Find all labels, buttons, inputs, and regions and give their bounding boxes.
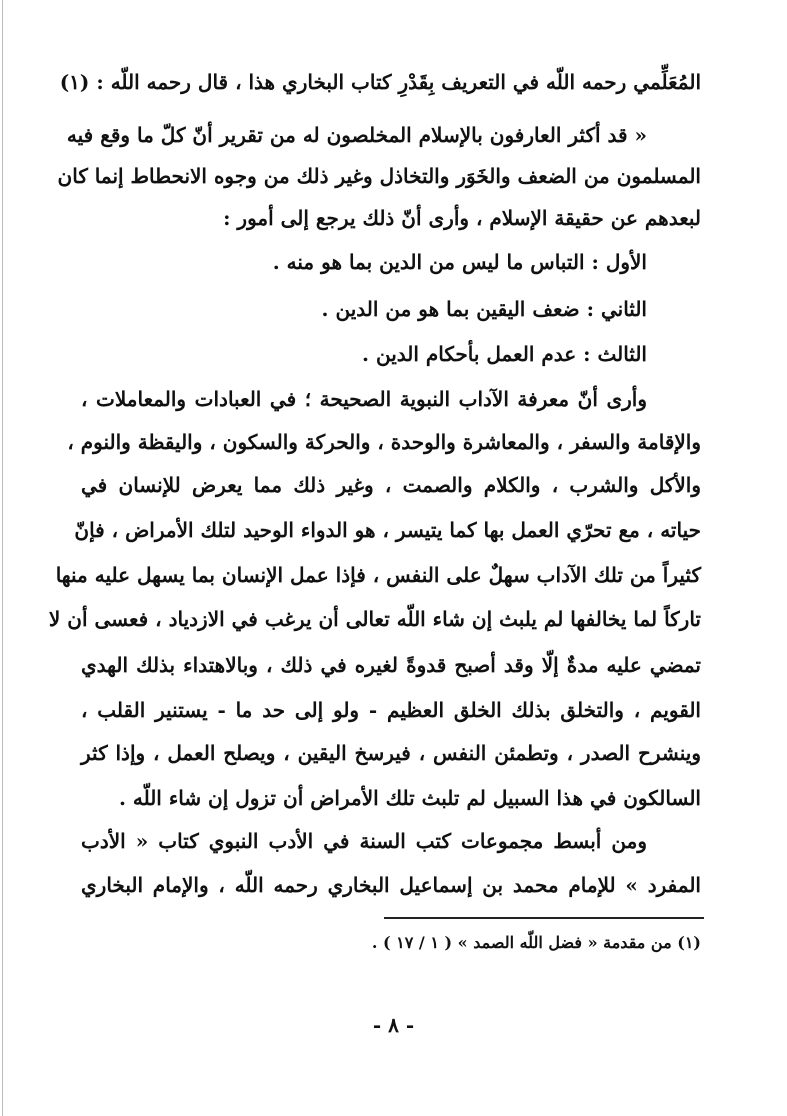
text-line-1: المُعَلِّمي رحمه اللّه في التعريف بِقَدْرِ كتاب البخاري هذا ، قال رحمه اللّه : (١) xyxy=(59,70,701,94)
text-line-10: والأكل والشرب ، والكلام والصمت ، وغير ذلك مما يعرض للإنسان في xyxy=(81,473,701,497)
text-line-14: تمضي عليه مدةٌ إلّا وقد أصبح قدوةً لغيره في ذلك ، وبالاهتداء بذلك الهدي xyxy=(81,653,701,677)
footnote-separator xyxy=(384,917,704,919)
text-line-12: كثيراً من تلك الآداب سهلٌ على النفس ، فإذا عمل الإنسان بما يسهل عليه منها xyxy=(55,563,701,587)
footnote: (١) من مقدمة « فضل اللّه الصمد » ( ١ / ١٧ ) . xyxy=(371,933,701,952)
text-line-7: الثالث : عدم العمل بأحكام الدين . xyxy=(362,342,647,366)
page-edge-rule xyxy=(2,0,3,1116)
text-line-13: تاركاً لما يخالفها لم يلبث إن شاء اللّه تعالى أن يرغب في الازدياد ، فعسى أن لا xyxy=(48,607,701,631)
text-line-18: ومن أبسط مجموعات كتب السنة في الأدب النبوي كتاب « الأدب xyxy=(81,829,647,853)
text-line-15: القويم ، والتخلق بذلك الخلق العظيم - ولو إلى حد ما - يستنير القلب ، xyxy=(81,698,701,722)
text-line-6: الثاني : ضعف اليقين بما هو من الدين . xyxy=(321,297,647,321)
text-line-16: وينشرح الصدر ، وتطمئن النفس ، فيرسخ اليقين ، ويصلح العمل ، وإذا كثر xyxy=(81,741,701,765)
text-line-3: المسلمون من الضعف والخَوَر والتخاذل وغير ذلك من وجوه الانحطاط إنما كان xyxy=(57,164,701,188)
text-line-17: السالكون في هذا السبيل لم تلبث تلك الأمراض أن تزول إن شاء اللّه . xyxy=(118,786,701,810)
text-line-9: والإقامة والسفر ، والمعاشرة والوحدة ، والحركة والسكون ، واليقظة والنوم ، xyxy=(67,430,701,454)
page-number: - ٨ - xyxy=(372,1013,415,1037)
text-line-8: وأرى أنّ معرفة الآداب النبوية الصحيحة ؛ في العبادات والمعاملات ، xyxy=(81,387,647,411)
text-line-19: المفرد » للإمام محمد بن إسماعيل البخاري رحمه اللّه ، والإمام البخاري xyxy=(81,873,701,897)
text-line-5: الأول : التباس ما ليس من الدين بما هو منه . xyxy=(272,250,647,274)
text-line-4: لبعدهم عن حقيقة الإسلام ، وأرى أنّ ذلك يرجع إلى أمور : xyxy=(223,206,701,230)
text-line-2: « قد أكثر العارفون بالإسلام المخلصون له من تقرير أنّ كلّ ما وقع فيه xyxy=(66,123,647,147)
text-line-11: حياته ، مع تحرّي العمل بها كما يتيسر ، هو الدواء الوحيد لتلك الأمراض ، فإنّ xyxy=(74,518,701,542)
